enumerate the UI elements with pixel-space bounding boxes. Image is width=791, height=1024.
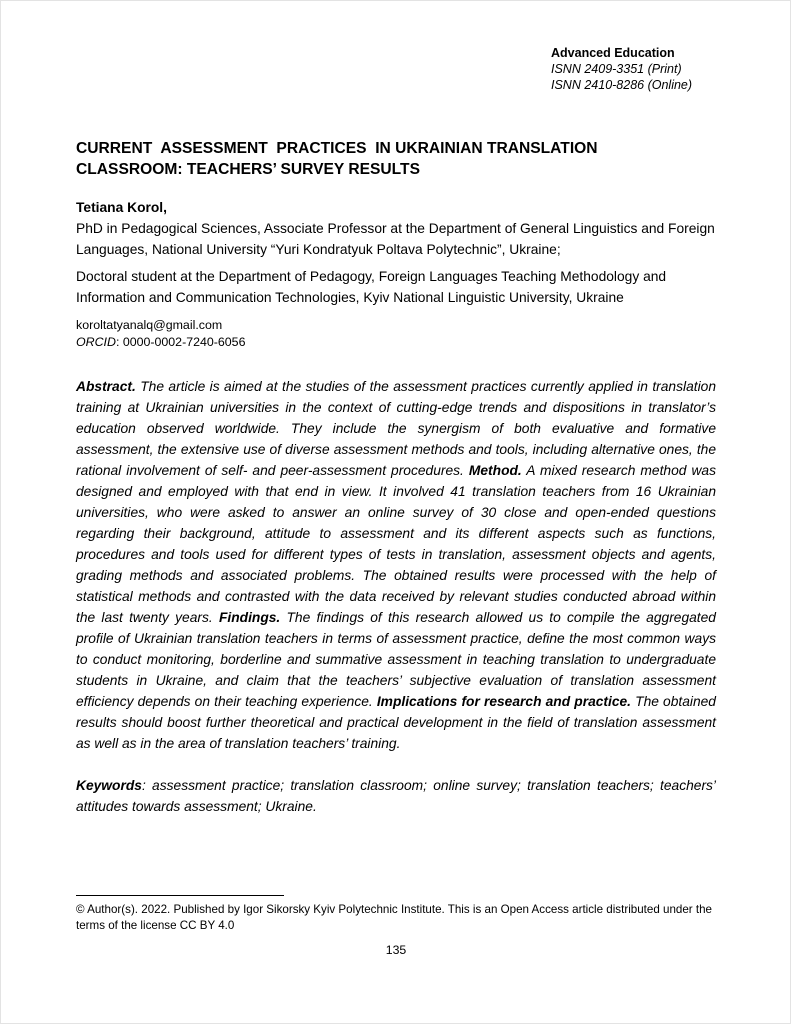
findings-text: The findings of this research allowed us to compile the aggregated profile of Ukrainian translation teachers in terms of assessment practice, define the most common ways to conduct monitoring, borderline and summative assessment in teaching translation to undergraduate students in Ukraine, and claim that the teachers’ subjective evaluation of translation assessment efficiency depends on their teaching experience. (76, 610, 716, 709)
author-email: koroltatyanalq@gmail.com (76, 318, 223, 332)
orcid-label: ORCID (76, 334, 116, 349)
method-text: A mixed research method was designed and employed with that end in view. It involved 41 translation teachers from 16 Ukrainian universities, who were asked to answer an online survey of 30 close and open-ended questions regarding their background, attitude to assessment and its different aspects such as functions, procedures and tools used for different types of tests in translation, assessment objects and agents, grading methods and associated problems. The obtained results were processed with the help of statistical methods and contrasted with the data received by relevant studies conducted abroad within the last twenty years. (76, 463, 716, 625)
abstract-paragraph (76, 376, 716, 754)
paper-title (76, 138, 716, 180)
abstract-aim-text: The article is aimed at the studies of the assessment practices currently applied in translation training at Ukrainian universities in the context of cutting-edge trends and dispositions in translator’s education observed worldwide. They include the synergism of both evaluative and formative assessment, the extensive use of diverse assessment methods and tools, including alternative ones, the rational involvement of self- and peer-assessment procedures. (76, 379, 716, 478)
page-number: 135 (385, 943, 407, 957)
issn-online: ISNN 2410-8286 (Online) (551, 78, 693, 92)
implications-label: Implications for research and practice. (376, 694, 632, 709)
method-label: Method. (468, 463, 522, 478)
paper-content (76, 1, 716, 817)
author-orcid (76, 334, 716, 351)
implications-text: The obtained results should boost further theoretical and practical development in the field of translation assessment as well as in the area of translation teachers’ training. (76, 694, 716, 751)
issn-print: ISNN 2409-3351 (Print) (551, 62, 682, 76)
footnote-rule (76, 895, 284, 896)
keywords-paragraph (76, 775, 716, 817)
title-line-2: CLASSROOM: TEACHERS’ SURVEY RESULTS (76, 161, 420, 178)
title-line-1: CURRENT ASSESSMENT PRACTICES IN UKRAINIAN TRANSLATION (76, 140, 598, 157)
findings-label: Findings. (218, 610, 281, 625)
page-footer (76, 895, 716, 957)
license-note: © Author(s). 2022. Published by Igor Sikorsky Kyiv Polytechnic Institute. This is an Open Access article distributed under the terms of the license CC BY 4.0 (76, 903, 712, 932)
journal-name: Advanced Education (551, 46, 675, 60)
orcid-value: : 0000-0002-7240-6056 (115, 334, 246, 349)
author-affiliation-2: Doctoral student at the Department of Pedagogy, Foreign Languages Teaching Methodology and Information and Communication Technologies, Kyiv National Linguistic University, Ukraine (76, 269, 667, 305)
abstract-label: Abstract. (76, 379, 136, 394)
keywords-text: : assessment practice; translation classroom; online survey; translation teachers; teachers’ attitudes towards assessment; Ukraine. (76, 778, 716, 814)
author-name: Tetiana Korol, (76, 200, 167, 215)
author-affiliation-1: PhD in Pedagogical Sciences, Associate Professor at the Department of General Linguistics and Foreign Languages, National University “Yuri Kondratyuk Poltava Polytechnic”, Ukraine; (76, 221, 715, 257)
keywords-label: Keywords (76, 778, 142, 793)
